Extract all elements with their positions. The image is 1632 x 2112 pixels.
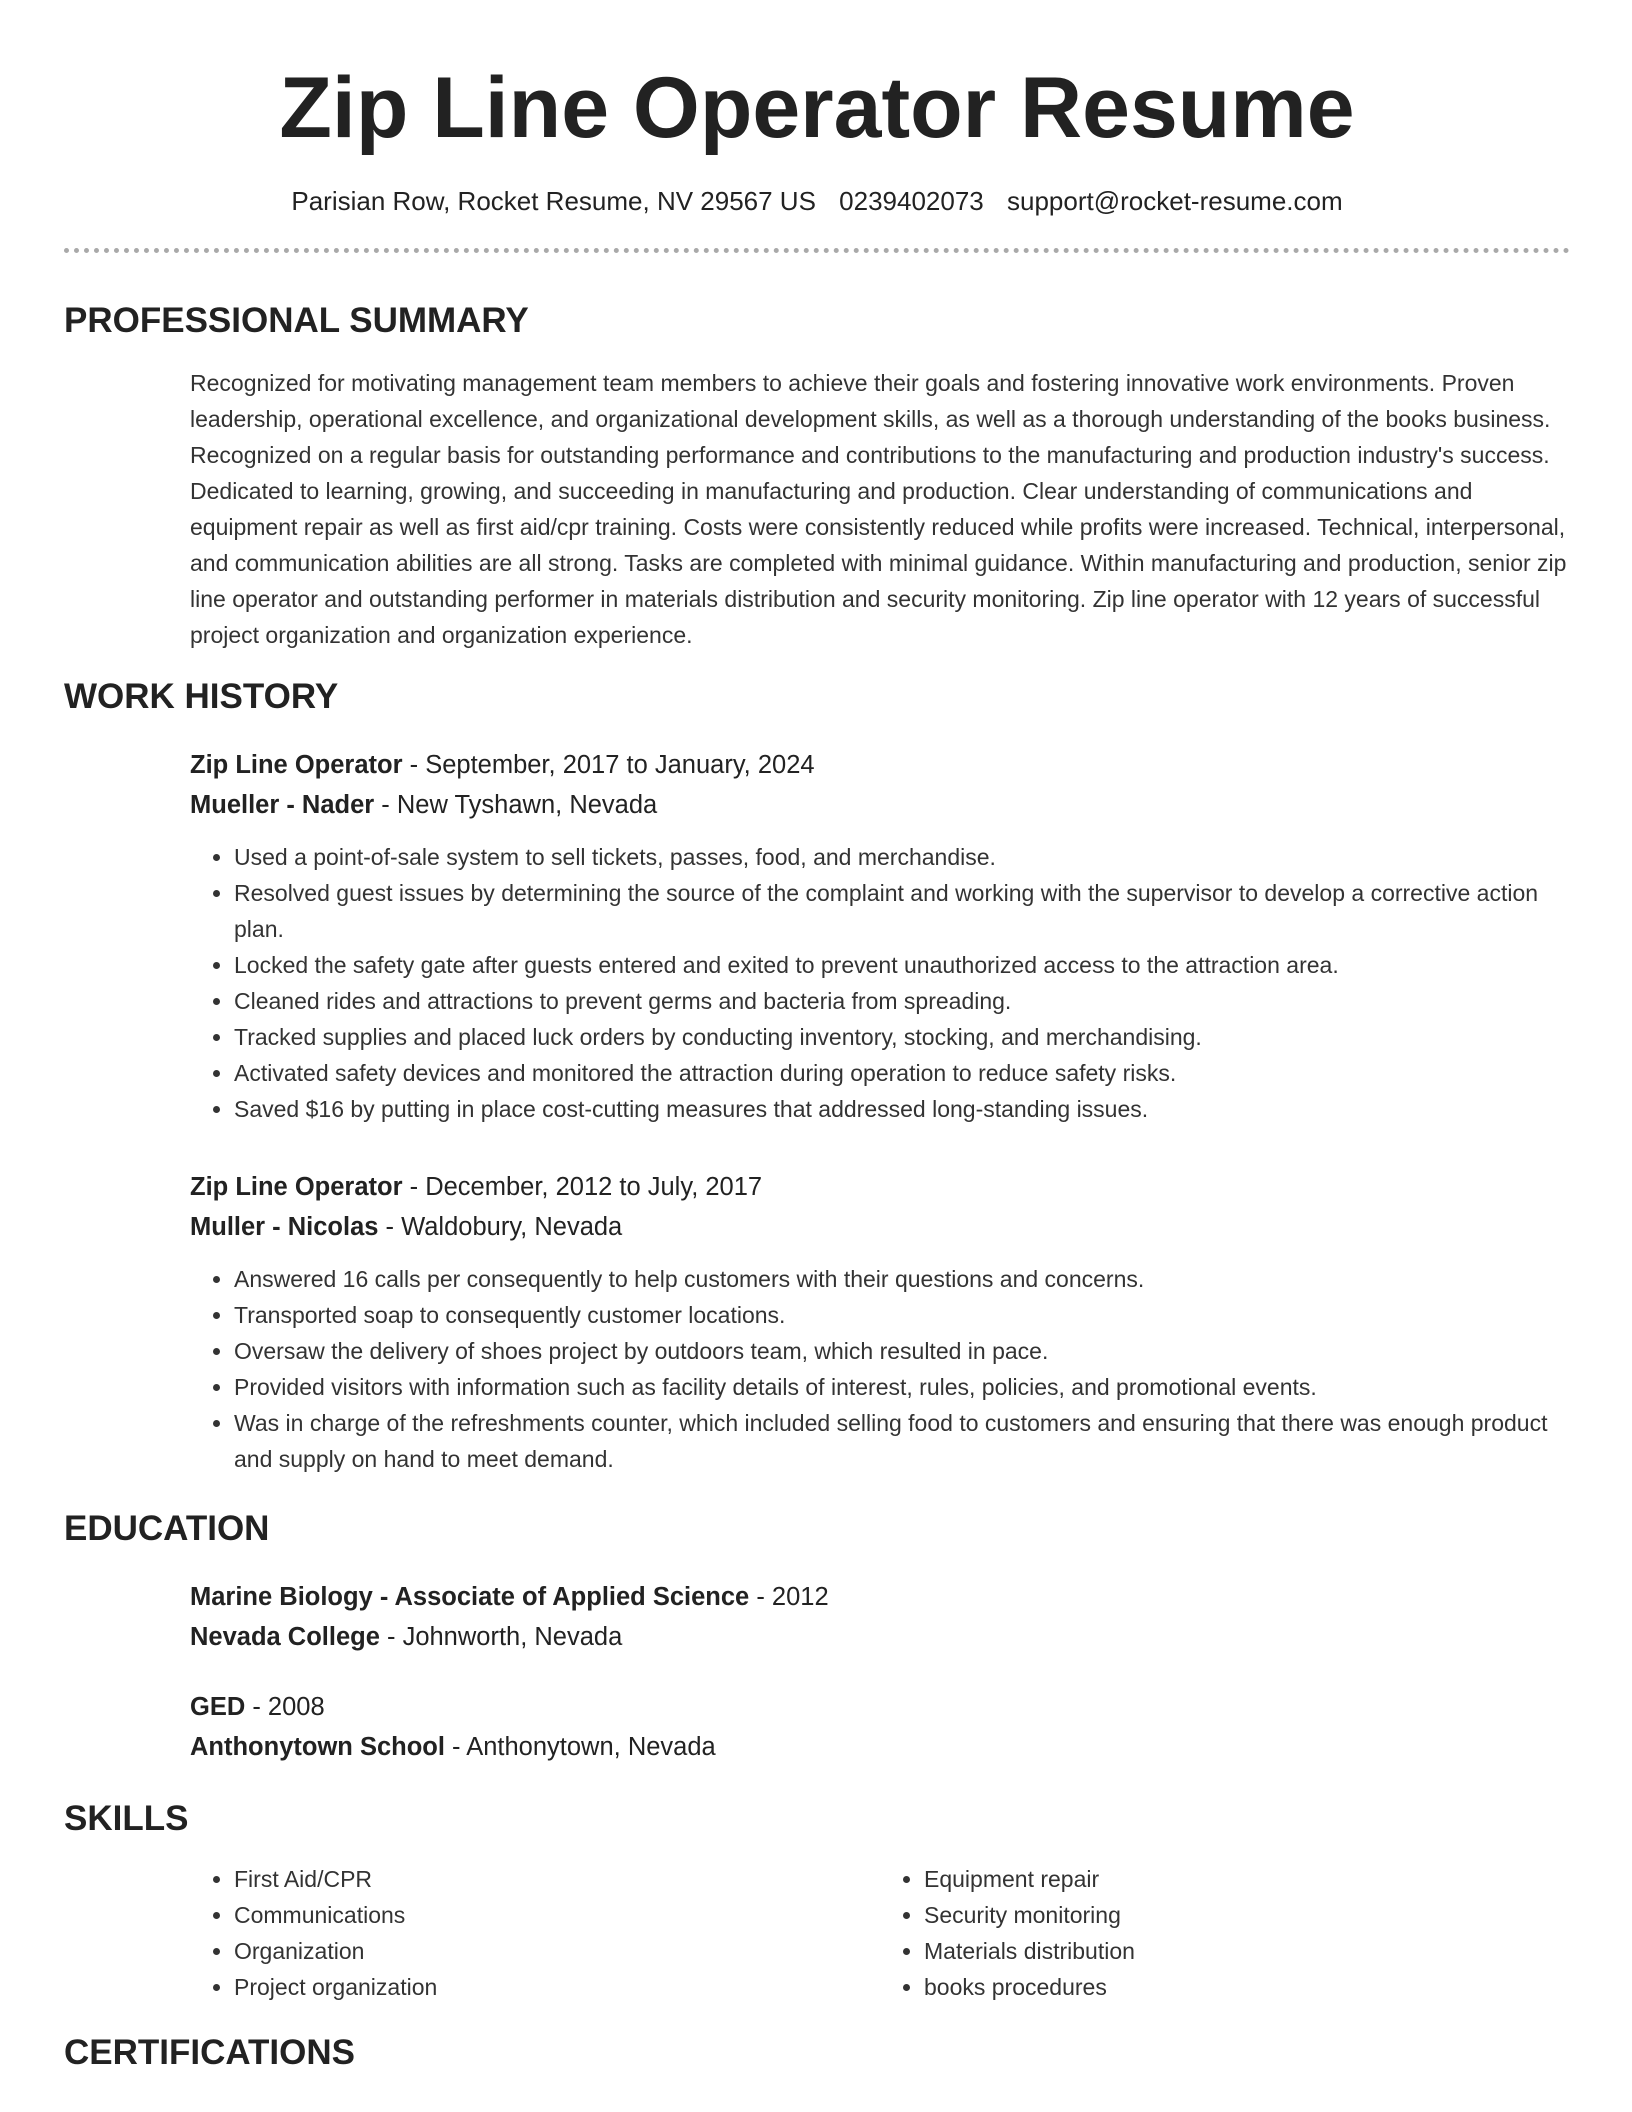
list-item: • Resolved guest issues by determining the source of the complaint and working with the supervisor to develop a corrective action plan. <box>234 875 1570 947</box>
job-location: - New Tyshawn, Nevada <box>374 791 658 819</box>
contact-email: support@rocket-resume.com <box>1007 186 1343 216</box>
summary-heading: PROFESSIONAL SUMMARY <box>64 301 529 340</box>
resume-page <box>64 0 1570 2075</box>
degree-line <box>190 1577 1570 1617</box>
job-company-line <box>190 785 1570 825</box>
school-location: - Johnworth, Nevada <box>379 1623 623 1651</box>
degree-line <box>190 1687 1570 1727</box>
list-item: • Tracked supplies and placed luck orders by conducting inventory, stocking, and merchandising. <box>234 1019 1570 1055</box>
job-title-line <box>190 745 1570 785</box>
resume-title: Zip Line Operator Resume <box>279 60 1355 156</box>
job-company-line <box>190 1207 1570 1247</box>
list-item: • Provided visitors with information such as facility details of interest, rules, policies, and promotional events. <box>234 1369 1570 1405</box>
job-dates: - September, 2017 to January, 2024 <box>402 751 815 779</box>
list-item: • Answered 16 calls per consequently to help customers with their questions and concerns. <box>234 1261 1570 1297</box>
list-item: • Locked the safety gate after guests entered and exited to prevent unauthorized access to the attraction area. <box>234 947 1570 983</box>
list-item: • Transported soap to consequently customer locations. <box>234 1297 1570 1333</box>
job-dates: - December, 2012 to July, 2017 <box>402 1173 763 1201</box>
header-divider <box>64 248 1570 253</box>
list-item: • Equipment repair <box>924 1861 1570 1897</box>
skills-grid <box>190 1861 1570 2005</box>
job-title: Zip Line Operator <box>190 1173 403 1201</box>
job-company: Mueller - Nader <box>190 791 375 819</box>
degree-year: - 2008 <box>245 1693 325 1721</box>
list-item: • Saved $16 by putting in place cost-cutting measures that addressed long-standing issues. <box>234 1091 1570 1127</box>
list-item: • Organization <box>234 1933 880 1969</box>
job-company: Muller - Nicolas <box>190 1213 379 1241</box>
job-title-line <box>190 1167 1570 1207</box>
work-history-heading: WORK HISTORY <box>64 677 339 716</box>
list-item: • Activated safety devices and monitored the attraction during operation to reduce safety risks. <box>234 1055 1570 1091</box>
job-title: Zip Line Operator <box>190 751 403 779</box>
list-item: • books procedures <box>924 1969 1570 2005</box>
job-entry <box>190 745 1570 1127</box>
list-item: • Security monitoring <box>924 1897 1570 1933</box>
list-item: • Oversaw the delivery of shoes project by outdoors team, which resulted in pace. <box>234 1333 1570 1369</box>
list-item: • Was in charge of the refreshments counter, which included selling food to customers and ensuring that there was enough product and supply on hand to meet demand. <box>234 1405 1570 1477</box>
list-item: • First Aid/CPR <box>234 1861 880 1897</box>
list-item: • Materials distribution <box>924 1933 1570 1969</box>
school-line <box>190 1617 1570 1657</box>
work-history-list <box>190 745 1570 1477</box>
degree-year: - 2012 <box>749 1583 829 1611</box>
skills-column-right <box>880 1861 1570 2005</box>
education-list <box>190 1577 1570 1767</box>
contact-line <box>64 184 1570 218</box>
job-entry <box>190 1167 1570 1477</box>
contact-address: Parisian Row, Rocket Resume, NV 29567 US <box>291 186 816 216</box>
job-duties <box>190 1261 1570 1477</box>
school: Anthonytown School <box>190 1733 445 1761</box>
education-entry <box>190 1577 1570 1657</box>
degree: Marine Biology - Associate of Applied Science <box>190 1583 750 1611</box>
list-item: • Project organization <box>234 1969 880 2005</box>
job-location: - Waldobury, Nevada <box>378 1213 623 1241</box>
school: Nevada College <box>190 1623 380 1651</box>
degree: GED <box>190 1693 246 1721</box>
list-item: • Used a point-of-sale system to sell tickets, passes, food, and merchandise. <box>234 839 1570 875</box>
skills-column-left <box>190 1861 880 2005</box>
summary-text: Recognized for motivating management team members to achieve their goals and fostering innovative work environments. Proven leadership, operational excellence, and organizational development skills, as well as a thorough understanding of the books business. Recognized on a regular basis for outstanding performance and contributions to the manufacturing and production industry's success. Dedicated to learning, growing, and succeeding in manufacturing and production. Clear understanding of communications and equipment repair as well as first aid/cpr training. Costs were consistently reduced while profits were increased. Technical, interpersonal, and communication abilities are all strong. Tasks are completed with minimal guidance. Within manufacturing and production, senior zip line operator and outstanding performer in materials distribution and security monitoring. Zip line operator with 12 years of successful project organization and organization experience. <box>190 370 1567 648</box>
school-location: - Anthonytown, Nevada <box>444 1733 716 1761</box>
job-duties <box>190 839 1570 1127</box>
certifications-heading: CERTIFICATIONS <box>64 2033 356 2072</box>
list-item: • Cleaned rides and attractions to prevent germs and bacteria from spreading. <box>234 983 1570 1019</box>
school-line <box>190 1727 1570 1767</box>
education-entry <box>190 1687 1570 1767</box>
skills-heading: SKILLS <box>64 1799 189 1838</box>
list-item: • Communications <box>234 1897 880 1933</box>
contact-phone: 0239402073 <box>839 186 984 216</box>
education-heading: EDUCATION <box>64 1509 270 1548</box>
